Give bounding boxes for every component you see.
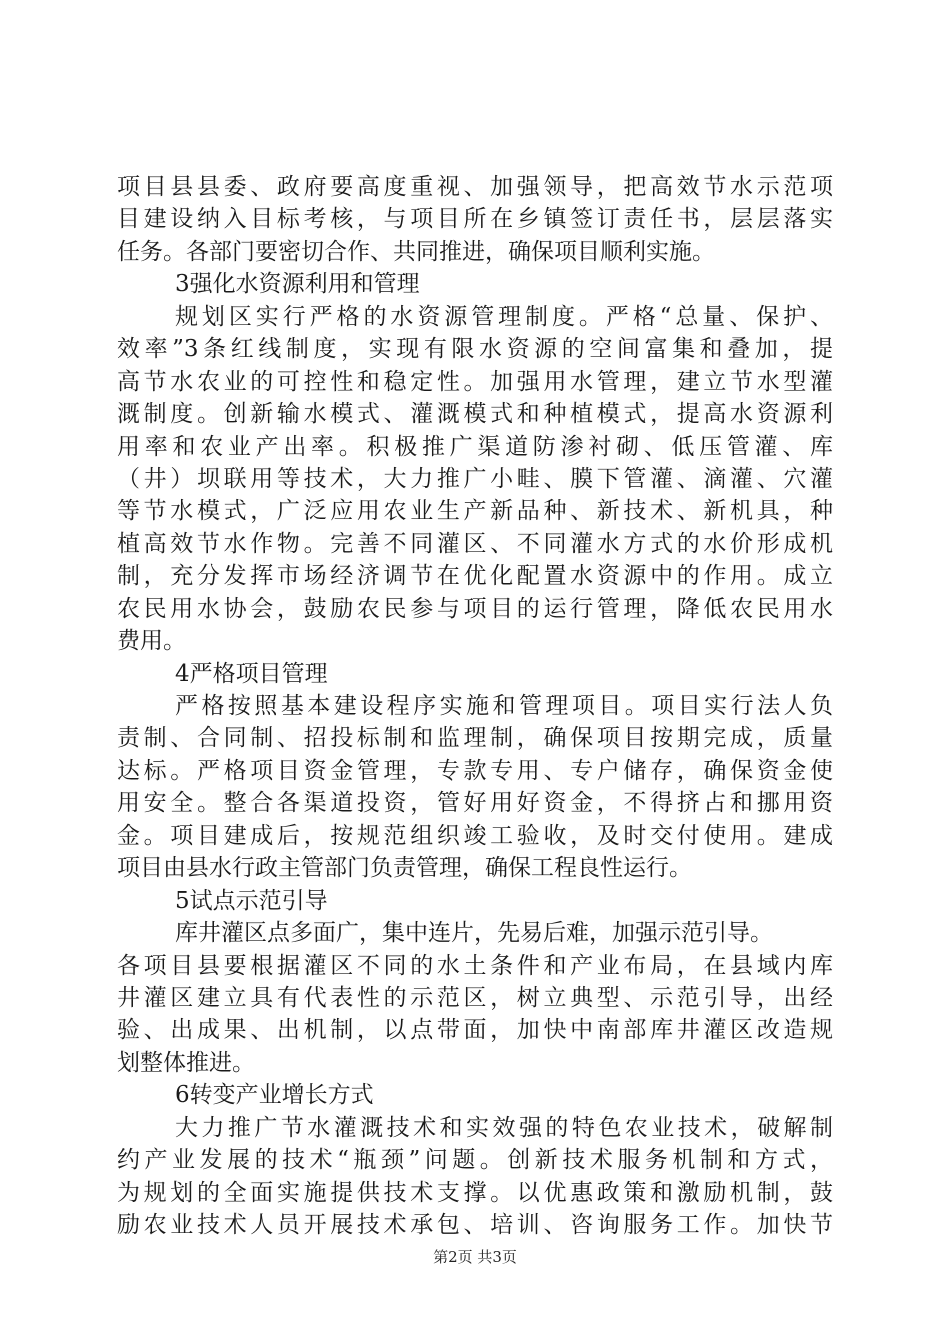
text-line: 项目县县委、政府要高度重视、加强领导，把高效节水示范项 [117,174,833,200]
text-line: 农民用水协会，鼓励农民参与项目的运行管理，降低农民用水 [117,595,833,622]
text-line: 任务。各部门要密切合作、共同推进，确保项目顺利实施。 [117,238,715,265]
text-line: 大力推广节水灌溉技术和实效强的特色农业技术，破解制 [175,1114,833,1141]
text-line: 费用。 [117,628,186,655]
text-line: 用率和农业产出率。积极推广渠道防渗衬砌、低压管灌、库 [117,433,833,460]
text-line: 效率”3条红线制度，实现有限水资源的空间富集和叠加，提 [117,336,833,363]
text-line: 金。项目建成后，按规范组织竣工验收，及时交付使用。建成 [117,822,833,849]
text-line: 为规划的全面实施提供技术支撑。以优惠政策和激励机制，鼓 [117,1179,833,1206]
text-line: 责制、合同制、招投标制和监理制，确保项目按期完成，质量 [117,725,833,752]
text-line: 等节水模式，广泛应用农业生产新品种、新技术、新机具，种 [117,498,833,525]
text-line: 严格按照基本建设程序实施和管理项目。项目实行法人负 [175,693,833,720]
text-line: 库井灌区点多面广，集中连片，先易后难，加强示范引导。 [175,920,773,947]
page-footer: 第2页 共3页 [433,1248,517,1266]
text-line: 励农业技术人员开展技术承包、培训、咨询服务工作。加快节 [117,1212,833,1239]
text-line: 达标。严格项目资金管理，专款专用、专户储存，确保资金使 [117,757,833,784]
text-line: 溉制度。创新输水模式、灌溉模式和种植模式，提高水资源利 [117,401,833,428]
text-line: 4严格项目管理 [175,660,328,687]
text-line: 井灌区建立具有代表性的示范区，树立典型、示范引导，出经 [117,985,833,1011]
text-line: 划整体推进。 [117,1049,255,1076]
text-line: 目建设纳入目标考核，与项目所在乡镇签订责任书，层层落实 [117,206,833,233]
text-line: 规划区实行严格的水资源管理制度。严格“总量、保护、 [175,303,833,330]
text-line: 用安全。整合各渠道投资，管好用好资金，不得挤占和挪用资 [117,790,833,817]
text-line: 验、出成果、出机制，以点带面，加快中南部库井灌区改造规 [117,1017,833,1044]
text-line: 5试点示范引导 [175,887,328,914]
text-line: 植高效节水作物。完善不同灌区、不同灌水方式的水价形成机 [117,530,833,557]
text-line: （井）坝联用等技术，大力推广小畦、膜下管灌、滴灌、穴灌 [117,465,833,492]
text-line: 制，充分发挥市场经济调节在优化配置水资源中的作用。成立 [117,563,833,590]
text-line: 项目由县水行政主管部门负责管理，确保工程良性运行。 [117,855,692,882]
text-line: 约产业发展的技术“瓶颈”问题。创新技术服务机制和方式， [117,1147,833,1174]
text-line: 各项目县要根据灌区不同的水土条件和产业布局，在县域内库 [117,952,833,979]
text-line: 高节水农业的可控性和稳定性。加强用水管理，建立节水型灌 [117,368,833,395]
text-line: 3强化水资源利用和管理 [175,271,420,298]
text-line: 6转变产业增长方式 [175,1082,374,1109]
